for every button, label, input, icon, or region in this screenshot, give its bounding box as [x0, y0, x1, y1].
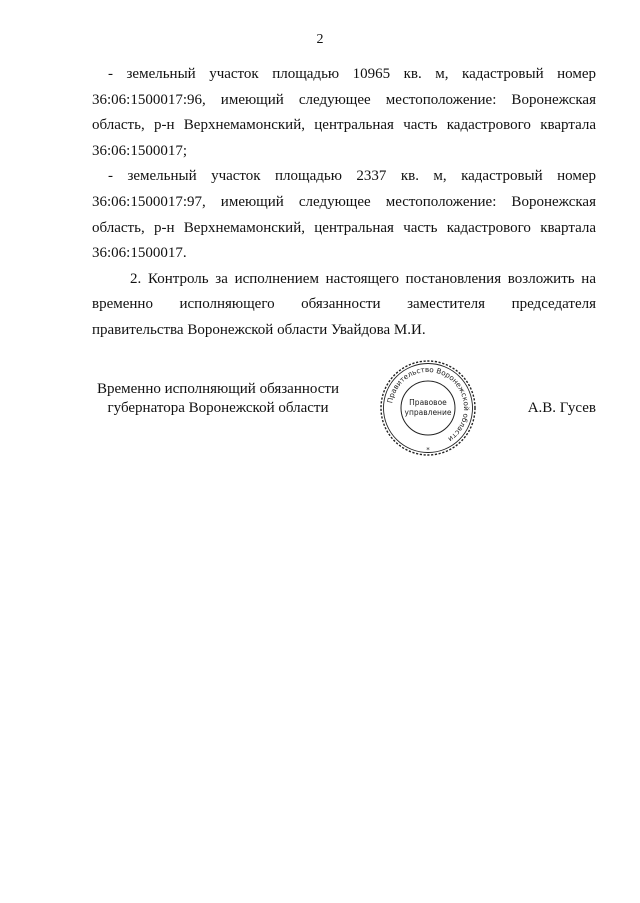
paragraph-land-plot-1: - земельный участок площадью 10965 кв. м, кадастровый номер 36:06:1500017:96, имеющий следующее местоположение: Воронежская область, р-н Верхнемамонский, центральная часть кадастрового квартала 36:06:1500017;: [92, 66, 596, 159]
stamp-star-icon: *: [426, 446, 430, 454]
signature-block: [92, 364, 596, 458]
signatory-name: А.В. Гусев: [527, 400, 596, 416]
stamp-ring-text: Правительство Воронежской области: [385, 364, 472, 444]
stamp-seal-graphic: [378, 358, 478, 458]
paragraph-land-plot-2: - земельный участок площадью 2337 кв. м, кадастровый номер 36:06:1500017:97, имеющий следующее местоположение: Воронежская область, р-н Верхнемамонский, центральная часть кадастрового квартала 36:06:1500017.: [92, 168, 596, 262]
paragraph-control-clause: 2. Контроль за исполнением настоящего постановления возложить на временно исполняющего обязанности заместителя председателя правительства Воронежской области Увайдова М.И.: [92, 270, 596, 338]
official-stamp: [378, 358, 478, 458]
document-body: [92, 62, 596, 344]
signatory-title-line-1: Временно исполняющий обязанности: [96, 381, 339, 397]
stamp-center-line-1: Правовое: [409, 398, 447, 407]
stamp-center-line-2: управление: [404, 408, 452, 417]
signatory-title: [92, 380, 344, 418]
signatory-title-line-2: губернатора Воронежской области: [107, 400, 329, 416]
page-number: 2: [316, 32, 324, 47]
